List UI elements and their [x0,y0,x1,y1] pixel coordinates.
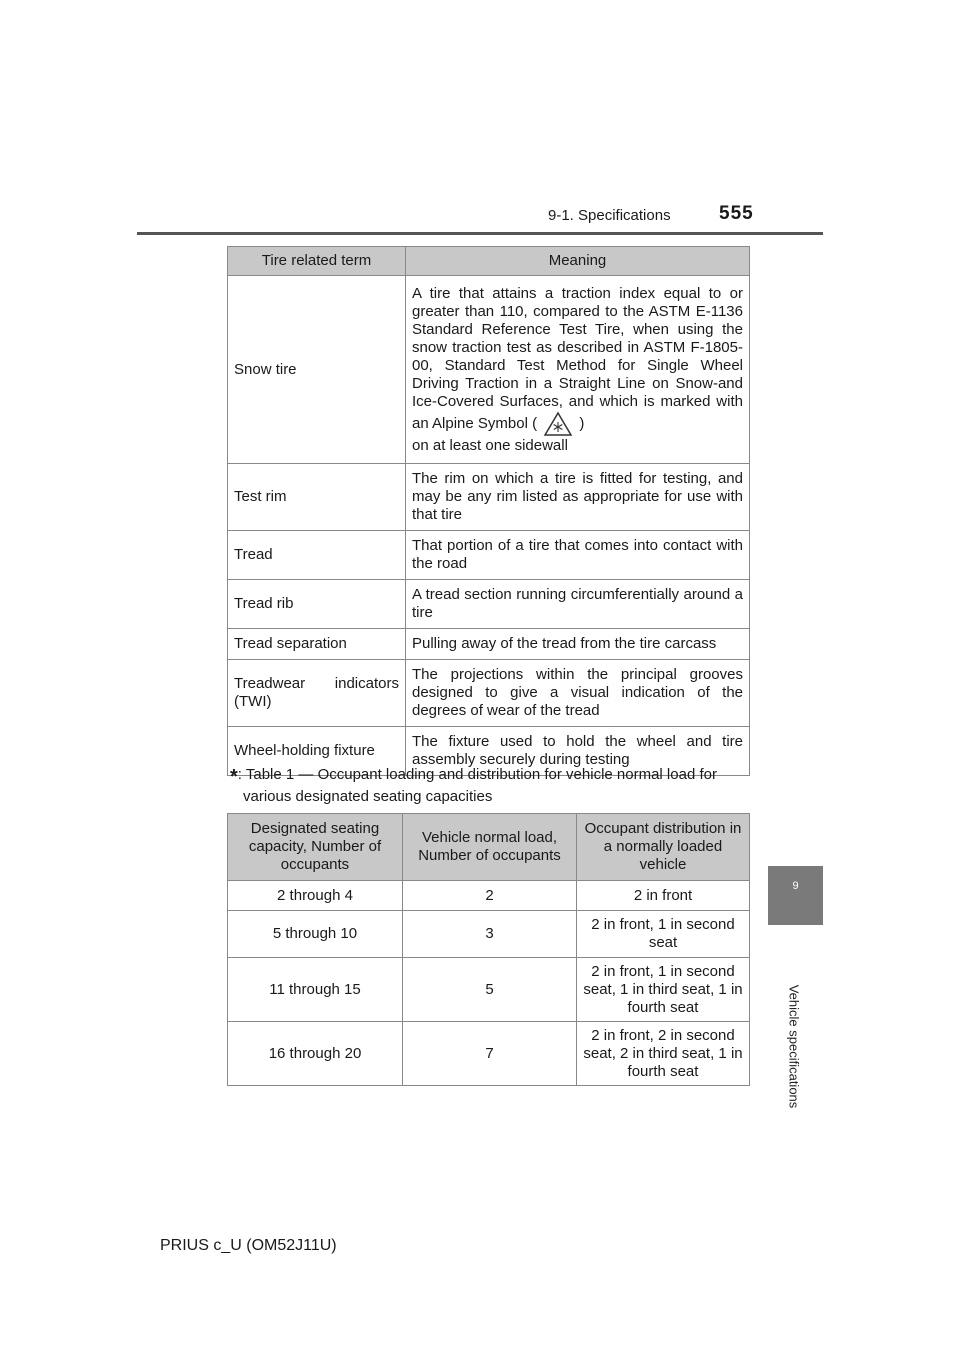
meaning-cell: The rim on which a tire is fitted for testing, and may be any rim listed as appropriate for use with that tire [406,464,750,531]
table-cell: 5 through 10 [228,911,403,958]
chapter-tab-number: 9 [792,880,799,892]
term-cell: Tread separation [228,629,406,660]
page-number: 555 [719,203,754,224]
table-cell: 2 through 4 [228,881,403,911]
table-cell: 2 in front, 1 in second seat, 1 in third seat, 1 in fourth seat [577,958,750,1022]
column-header: Designated seating capacity, Number of occupants [228,814,403,881]
term-cell: Treadwear indicators (TWI) [228,660,406,727]
column-header: Occupant distribution in a normally loaded vehicle [577,814,750,881]
table-row [228,1022,750,1086]
table-footnote [230,765,750,806]
table-row [228,580,750,629]
term-cell: Snow tire [228,276,406,464]
header-divider [137,232,823,235]
term-cell: Test rim [228,464,406,531]
table-cell: 3 [403,911,577,958]
table-cell: 7 [403,1022,577,1086]
chapter-tab-label: Vehicle specifications [786,984,802,1109]
meaning-text: on at least one sidewall [412,436,568,454]
column-header: Tire related term [228,247,406,276]
chapter-tab [768,866,823,925]
table-row [228,660,750,727]
table-row [228,276,750,464]
term-cell: Wheel-holding fixture [228,727,406,776]
column-header: Meaning [406,247,750,276]
meaning-cell: The projections within the principal grooves designed to give a visual indication of the degrees of wear of the tread [406,660,750,727]
occupant-loading-table [227,813,750,1086]
footnote-line: : Table 1 — Occupant loading and distribution for vehicle normal load for [237,766,717,783]
manual-footer: PRIUS c_U (OM52J11U) [160,1237,337,1254]
section-title: 9-1. Specifications [548,207,671,224]
table-row [228,464,750,531]
footnote-line: various designated seating capacities [243,788,493,805]
term-cell: Tread rib [228,580,406,629]
table-header-row [228,814,750,881]
alpine-snowflake-icon [543,411,573,437]
footnote-marker: * [230,766,238,788]
table-cell: 16 through 20 [228,1022,403,1086]
meaning-cell: The fixture used to hold the wheel and tire assembly securely during testing [406,727,750,776]
table-cell: 2 in front, 1 in second seat [577,911,750,958]
table-row [228,881,750,911]
meaning-cell: A tread section running circumferentially around a tire [406,580,750,629]
meaning-cell [406,276,750,464]
table-cell: 2 in front [577,881,750,911]
table-cell: 11 through 15 [228,958,403,1022]
table-row [228,911,750,958]
meaning-cell: Pulling away of the tread from the tire carcass [406,629,750,660]
table-cell: 2 in front, 2 in second seat, 2 in third seat, 1 in fourth seat [577,1022,750,1086]
meaning-text: A tire that attains a traction index equal to or greater than 110, compared to the ASTM E-1136 Standard Reference Test Tire, when using the snow traction test as described in ASTM F-1805-00, Standard Test Method for Single Wheel Driving Traction in a Straight Line on Snow-and Ice-Covered Surfaces, and which is marked with an Alpine Symbol ( [412,284,743,432]
term-cell: Tread [228,531,406,580]
table-cell: 2 [403,881,577,911]
meaning-cell: That portion of a tire that comes into contact with the road [406,531,750,580]
column-header: Vehicle normal load, Number of occupants [403,814,577,881]
table-row [228,958,750,1022]
table-row [228,531,750,580]
tire-terms-table [227,246,750,776]
table-row [228,629,750,660]
table-cell: 5 [403,958,577,1022]
meaning-text: ) [579,414,585,432]
table-header-row [228,247,750,276]
